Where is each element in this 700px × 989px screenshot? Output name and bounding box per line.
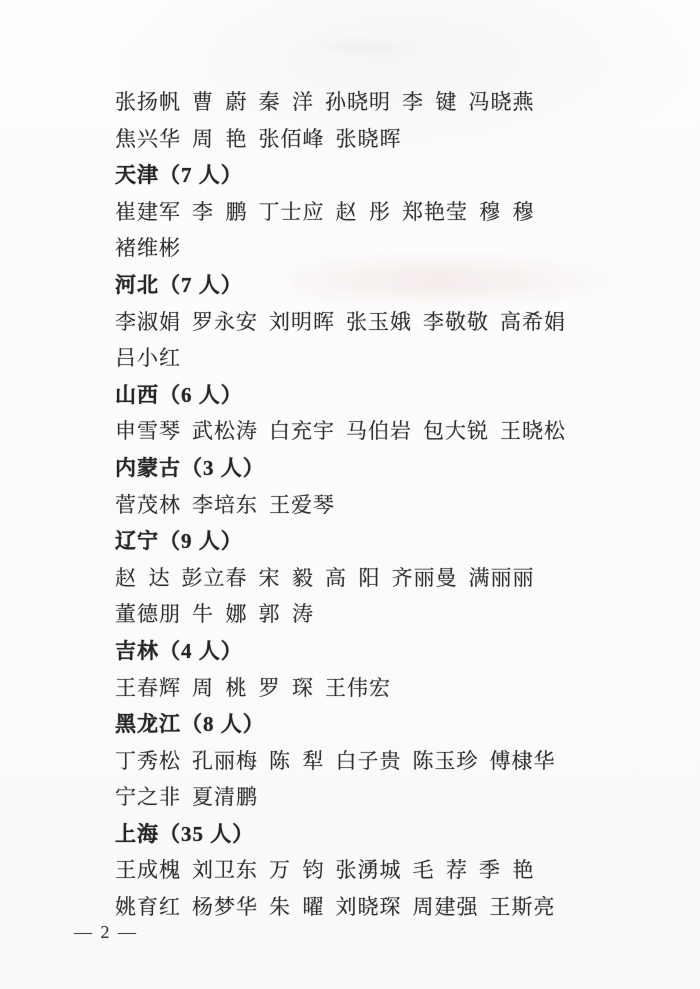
person-name: 夏清鹏 bbox=[192, 785, 258, 810]
name-row bbox=[115, 304, 585, 341]
person-name: 马伯岩 bbox=[346, 419, 412, 444]
person-name: 朱 曜 bbox=[269, 895, 325, 920]
person-name: 丁秀松 bbox=[115, 748, 181, 773]
name-row bbox=[115, 560, 585, 597]
province-heading: 河北（7 人） bbox=[115, 272, 243, 297]
person-name: 毛 荐 bbox=[412, 858, 468, 883]
page-number: — 2 — bbox=[74, 922, 138, 942]
person-name: 褚维彬 bbox=[115, 236, 181, 261]
person-name: 崔建军 bbox=[115, 199, 181, 224]
person-name: 郑艳莹 bbox=[402, 199, 468, 224]
person-name: 张扬帆 bbox=[115, 90, 181, 114]
name-row bbox=[115, 779, 585, 816]
person-name: 武松涛 bbox=[192, 419, 258, 444]
person-name: 王斯亮 bbox=[489, 895, 556, 920]
person-name: 罗 琛 bbox=[258, 675, 314, 700]
name-row bbox=[115, 121, 585, 158]
person-name: 刘明晖 bbox=[269, 309, 335, 334]
person-name: 齐丽曼 bbox=[391, 565, 458, 590]
person-name: 刘晓琛 bbox=[335, 895, 402, 920]
person-name: 周 艳 bbox=[192, 126, 248, 151]
name-row bbox=[115, 743, 585, 780]
person-name: 陈玉珍 bbox=[412, 748, 479, 773]
name-row bbox=[115, 889, 585, 926]
person-name: 孙晓明 bbox=[325, 90, 391, 114]
person-name: 季 艳 bbox=[479, 858, 535, 883]
person-name: 张玉娥 bbox=[346, 309, 412, 334]
name-row bbox=[115, 670, 585, 707]
person-name: 孔丽梅 bbox=[192, 748, 258, 773]
name-row bbox=[115, 230, 585, 267]
person-name: 王爱琴 bbox=[269, 492, 335, 517]
person-name: 赵 彤 bbox=[335, 199, 391, 224]
person-name: 焦兴华 bbox=[115, 126, 181, 151]
person-name: 菅茂林 bbox=[115, 492, 181, 517]
person-name: 王成槐 bbox=[115, 858, 181, 883]
person-name: 郭 涛 bbox=[258, 602, 314, 627]
province-heading: 内蒙古（3 人） bbox=[115, 455, 265, 480]
person-name: 牛 娜 bbox=[192, 602, 248, 627]
person-name: 罗永安 bbox=[192, 309, 258, 334]
person-name: 傅棣华 bbox=[489, 748, 556, 773]
person-name: 王伟宏 bbox=[325, 675, 391, 700]
person-name: 白子贵 bbox=[335, 748, 402, 773]
name-row bbox=[115, 84, 585, 121]
scan-artifact bbox=[300, 40, 420, 54]
person-name: 白充宇 bbox=[269, 419, 335, 444]
person-name: 李培东 bbox=[192, 492, 258, 517]
person-name: 张湧城 bbox=[335, 858, 402, 883]
person-name: 高希娟 bbox=[500, 309, 566, 334]
person-name: 李 键 bbox=[402, 90, 458, 114]
person-name: 李敬敬 bbox=[423, 309, 489, 334]
name-row bbox=[115, 413, 585, 450]
province-heading: 黑龙江（8 人） bbox=[115, 712, 265, 737]
person-name: 王春辉 bbox=[115, 675, 181, 700]
name-row bbox=[115, 596, 585, 633]
person-name: 赵 达 bbox=[115, 565, 171, 590]
person-name: 曹 蔚 bbox=[192, 90, 248, 114]
person-name: 杨梦华 bbox=[192, 895, 258, 920]
person-name: 张佰峰 bbox=[258, 126, 325, 151]
person-name: 丁士应 bbox=[258, 199, 325, 224]
person-name: 宋 毅 bbox=[258, 565, 314, 590]
province-heading: 山西（6 人） bbox=[115, 382, 243, 407]
name-row bbox=[115, 194, 585, 231]
person-name: 秦 洋 bbox=[258, 90, 314, 114]
person-name: 董德朋 bbox=[115, 602, 181, 627]
person-name: 周建强 bbox=[412, 895, 479, 920]
province-heading: 天津（7 人） bbox=[115, 163, 243, 188]
province-heading: 辽宁（9 人） bbox=[115, 529, 243, 554]
person-name: 刘卫东 bbox=[192, 858, 258, 883]
person-name: 申雪琴 bbox=[115, 419, 181, 444]
name-row bbox=[115, 340, 585, 377]
person-name: 王晓松 bbox=[500, 419, 566, 444]
person-name: 冯晓燕 bbox=[468, 90, 535, 114]
province-heading: 上海（35 人） bbox=[115, 821, 255, 846]
name-row bbox=[115, 487, 585, 524]
person-name: 张晓晖 bbox=[335, 126, 402, 151]
person-name: 李淑娟 bbox=[115, 309, 181, 334]
person-name: 姚育红 bbox=[115, 895, 181, 920]
person-name: 宁之非 bbox=[115, 785, 181, 810]
person-name: 穆 穆 bbox=[479, 199, 535, 224]
person-name: 周 桃 bbox=[192, 675, 248, 700]
person-name: 高 阳 bbox=[325, 565, 381, 590]
province-heading: 吉林（4 人） bbox=[115, 638, 243, 663]
person-name: 满丽丽 bbox=[468, 565, 535, 590]
person-name: 李 鹏 bbox=[192, 199, 248, 224]
person-name: 陈 犁 bbox=[269, 748, 325, 773]
person-name: 吕小红 bbox=[115, 346, 181, 371]
person-name: 包大锐 bbox=[423, 419, 489, 444]
person-name: 彭立春 bbox=[181, 565, 248, 590]
document-body bbox=[115, 84, 585, 926]
name-row bbox=[115, 852, 585, 889]
person-name: 万 钧 bbox=[269, 858, 325, 883]
